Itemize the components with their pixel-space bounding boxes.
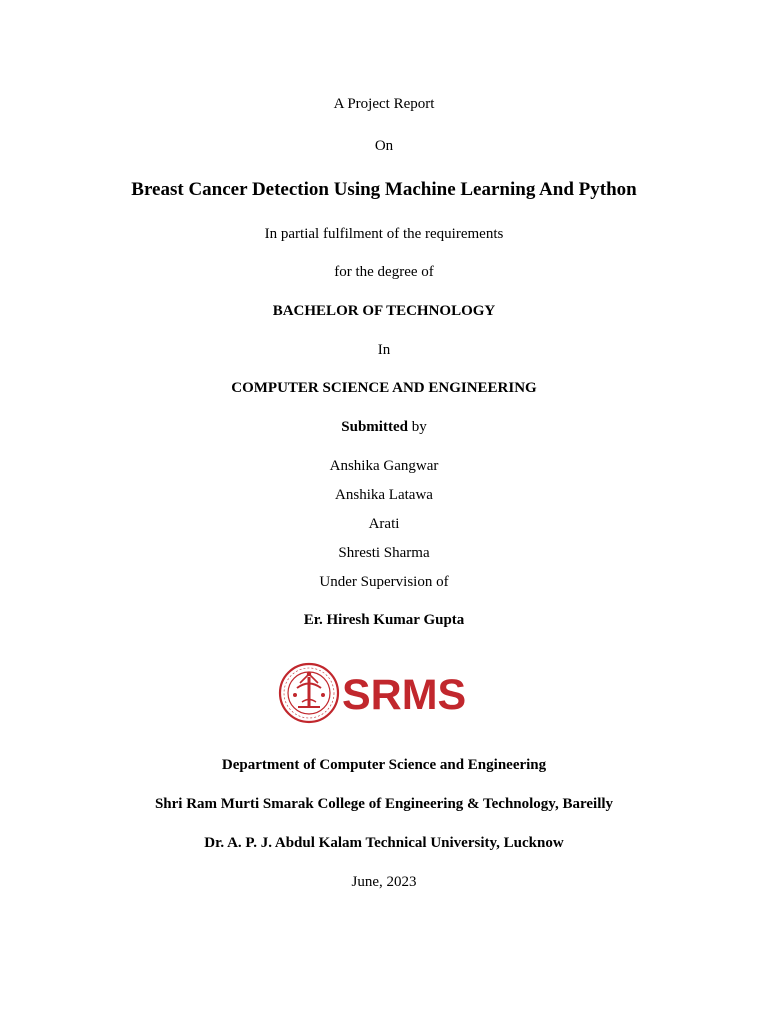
- author-name: Arati: [368, 516, 400, 532]
- srms-logo: [278, 659, 482, 729]
- author-name: Anshika Latawa: [335, 487, 433, 503]
- university-name: Dr. A. P. J. Abdul Kalam Technical University, Lucknow: [204, 835, 564, 851]
- on-label: On: [374, 138, 394, 154]
- department-name: Department of Computer Science and Engineering: [221, 757, 547, 773]
- supervision-label: Under Supervision of: [319, 574, 449, 590]
- author-name: Shresti Sharma: [338, 545, 430, 561]
- degree-name: BACHELOR OF TECHNOLOGY: [272, 303, 496, 319]
- supervisor-name: Er. Hiresh Kumar Gupta: [303, 612, 465, 628]
- college-name: Shri Ram Murti Smarak College of Engineering & Technology, Bareilly: [154, 796, 614, 812]
- fulfilment-text: In partial fulfilment of the requirements: [264, 226, 504, 242]
- submitted-label: Submitted: [341, 419, 408, 435]
- degree-intro: for the degree of: [334, 264, 434, 280]
- srms-emblem-icon: [278, 659, 482, 729]
- report-date: June, 2023: [351, 874, 417, 890]
- branch-name: COMPUTER SCIENCE AND ENGINEERING: [231, 380, 537, 396]
- by-label: by: [411, 419, 427, 435]
- submitted-by: [0, 420, 768, 435]
- logo-wordmark: SRMS: [342, 671, 467, 719]
- author-name: Anshika Gangwar: [329, 458, 439, 474]
- report-heading: A Project Report: [333, 96, 435, 112]
- project-title: Breast Cancer Detection Using Machine Learning And Python: [131, 179, 637, 200]
- in-label: In: [377, 342, 391, 358]
